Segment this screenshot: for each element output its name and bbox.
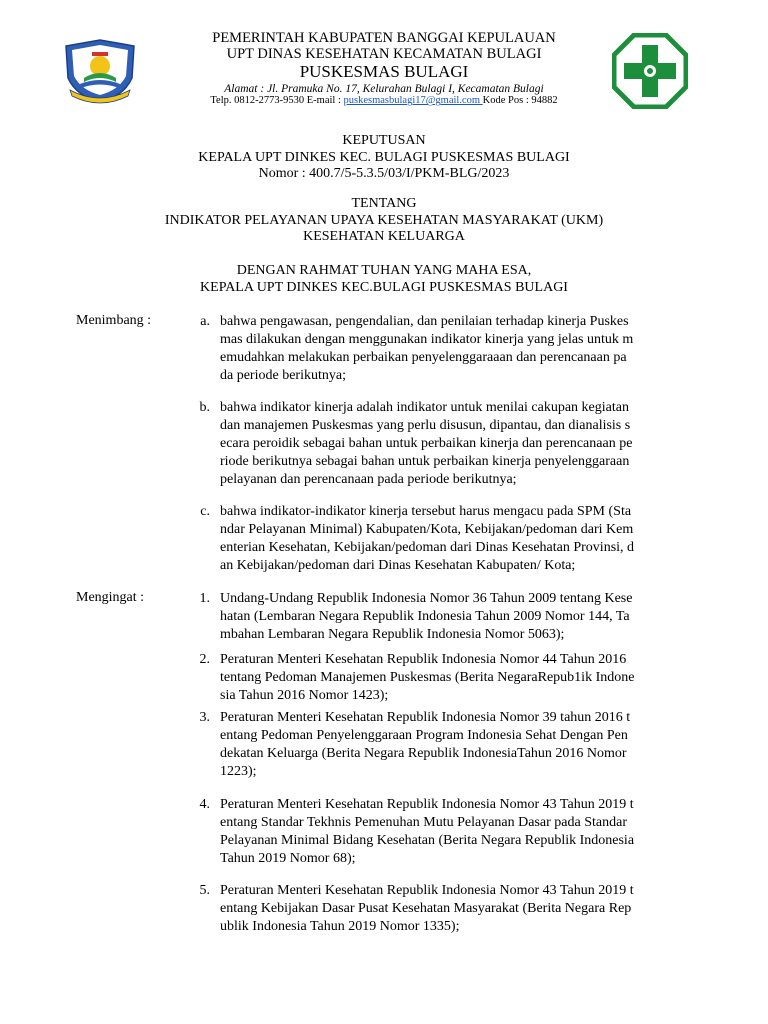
item-text	[220, 503, 664, 575]
item-text	[220, 709, 664, 781]
opening-line-2: KEPALA UPT DINKES KEC.BULAGI PUSKESMAS BULAGI	[200, 279, 568, 295]
text-line: entang Pedoman Penyelenggaraan Program Indonesia Sehat Dengan Pen	[220, 728, 628, 743]
item-text	[220, 590, 664, 644]
item-marker: a.	[200, 314, 210, 329]
opening-line-1: DENGAN RAHMAT TUHAN YANG MAHA ESA,	[236, 263, 532, 278]
text-line: mas dilakukan dengan menggunakan indikator kinerja yang jelas untuk m	[220, 332, 634, 347]
text-line: Tahun 2019 Nomor 68);	[220, 851, 356, 866]
opening-statement	[0, 263, 768, 296]
item-text	[220, 796, 664, 868]
decision-number: Nomor : 400.7/5-5.3.5/03/I/PKM-BLG/2023	[258, 166, 510, 182]
letterhead-government: PEMERINTAH KABUPATEN BANGGAI KEPULAUAN	[212, 30, 556, 46]
text-line: entang Standar Tekhnis Pemenuhan Mutu Pelayanan Dasar pada Standar	[220, 815, 627, 830]
regency-emblem-icon	[62, 38, 138, 104]
letterhead-contact	[150, 95, 618, 107]
letterhead-postal-code: Kode Pos : 94882	[482, 95, 558, 107]
text-line: mbahan Lembaran Negara Republik Indonesia Nomor 5063);	[220, 627, 565, 642]
decision-issuer: KEPALA UPT DINKES KEC. BULAGI PUSKESMAS BULAGI	[198, 149, 570, 165]
text-line: pelayanan dan perencanaan pada periode berikutnya;	[220, 472, 517, 487]
subject-heading: TENTANG	[351, 196, 417, 211]
text-line: Peraturan Menteri Kesehatan Republik Indonesia Nomor 44 Tahun 2016	[220, 652, 627, 667]
item-text	[220, 399, 664, 489]
text-line: Peraturan Menteri Kesehatan Republik Indonesia Nomor 43 Tahun 2019 t	[220, 797, 634, 812]
text-line: dan manajemen Puskesmas yang perlu disusun, dipantau, dan dianalisis s	[220, 418, 631, 433]
text-line: bahwa pengawasan, pengendalian, dan penilaian terhadap kinerja Puskes	[220, 314, 629, 329]
subject-line-1: INDIKATOR PELAYANAN UPAYA KESEHATAN MASYARAKAT (UKM)	[164, 212, 604, 228]
text-line: riode berikutnya sebagai bahan untuk perbaikan kinerja penyelenggaraan	[220, 454, 630, 469]
letterhead	[150, 30, 618, 107]
item-marker: 3.	[199, 710, 210, 725]
text-line: enterian Kesehatan, Kebijakan/pedoman dari Dinas Kesehatan Provinsi, d	[220, 540, 635, 555]
text-line: ecara peroidik sebagai bahan untuk perbaikan kinerja dan perencanaan pe	[220, 436, 633, 451]
item-marker: 4.	[199, 797, 210, 812]
subject-line-2: KESEHATAN KELUARGA	[303, 229, 465, 245]
text-line: bahwa indikator kinerja adalah indikator untuk menilai cakupan kegiatan	[220, 400, 629, 415]
text-line: emudahkan melakukan perbaikan penyelenggaraaan dan perencanaan pa	[220, 350, 627, 365]
text-line: an Kebijakan/pedoman dari Dinas Kesehatan Kabupaten/ Kota;	[220, 558, 576, 573]
text-line: sia Tahun 2016 Nomor 1423);	[220, 688, 389, 703]
letterhead-email-link[interactable]: puskesmasbulagi17@gmail.com	[343, 95, 483, 107]
text-line: bahwa indikator-indikator kinerja tersebut harus mengacu pada SPM (Sta	[220, 504, 632, 519]
text-line: Peraturan Menteri Kesehatan Republik Indonesia Nomor 43 Tahun 2019 t	[220, 883, 634, 898]
letterhead-institution: PUSKESMAS BULAGI	[299, 62, 469, 82]
text-line: da periode berikutnya;	[220, 368, 346, 383]
item-marker: b.	[199, 400, 210, 415]
text-line: Pelayanan Minimal Bidang Kesehatan (Berita Negara Republik Indonesia	[220, 833, 635, 848]
text-line: ndar Pelayanan Minimal) Kabupaten/Kota, Kebijakan/pedoman dari Kem	[220, 522, 634, 537]
letterhead-phone: Telp. 0812-2773-9530 E-mail :	[210, 95, 344, 107]
item-text	[220, 651, 664, 705]
text-line: 1223);	[220, 764, 257, 779]
item-text	[220, 882, 664, 936]
menimbang-label: Menimbang :	[76, 313, 152, 328]
item-marker: c.	[200, 504, 210, 519]
decision-heading: KEPUTUSAN	[342, 133, 426, 148]
text-line: entang Kebijakan Dasar Pusat Kesehatan Masyarakat (Berita Negara Rep	[220, 901, 632, 916]
decision-title	[0, 133, 768, 183]
text-line: Peraturan Menteri Kesehatan Republik Indonesia Nomor 39 tahun 2016 t	[220, 710, 631, 725]
mengingat-label: Mengingat :	[76, 590, 145, 605]
subject-title	[0, 196, 768, 246]
item-marker: 2.	[199, 652, 210, 667]
item-marker: 5.	[199, 883, 210, 898]
text-line: hatan (Lembaran Negara Republik Indonesia Tahun 2009 Nomor 144, Ta	[220, 609, 630, 624]
letterhead-agency: UPT DINAS KESEHATAN KECAMATAN BULAGI	[226, 46, 542, 63]
item-text	[220, 313, 664, 385]
text-line: ublik Indonesia Tahun 2019 Nomor 1335);	[220, 919, 460, 934]
text-line: tentang Pedoman Manajemen Puskesmas (Berita NegaraRepub1ik Indone	[220, 670, 635, 685]
item-marker: 1.	[199, 591, 210, 606]
text-line: dekatan Keluarga (Berita Negara Republik IndonesiaTahun 2016 Nomor	[220, 746, 627, 761]
letterhead-address: Alamat : Jl. Pramuka No. 17, Kelurahan Bulagi I, Kecamatan Bulagi	[224, 82, 544, 95]
text-line: Undang-Undang Republik Indonesia Nomor 36 Tahun 2009 tentang Kese	[220, 591, 633, 606]
puskesmas-cross-icon	[612, 33, 688, 109]
